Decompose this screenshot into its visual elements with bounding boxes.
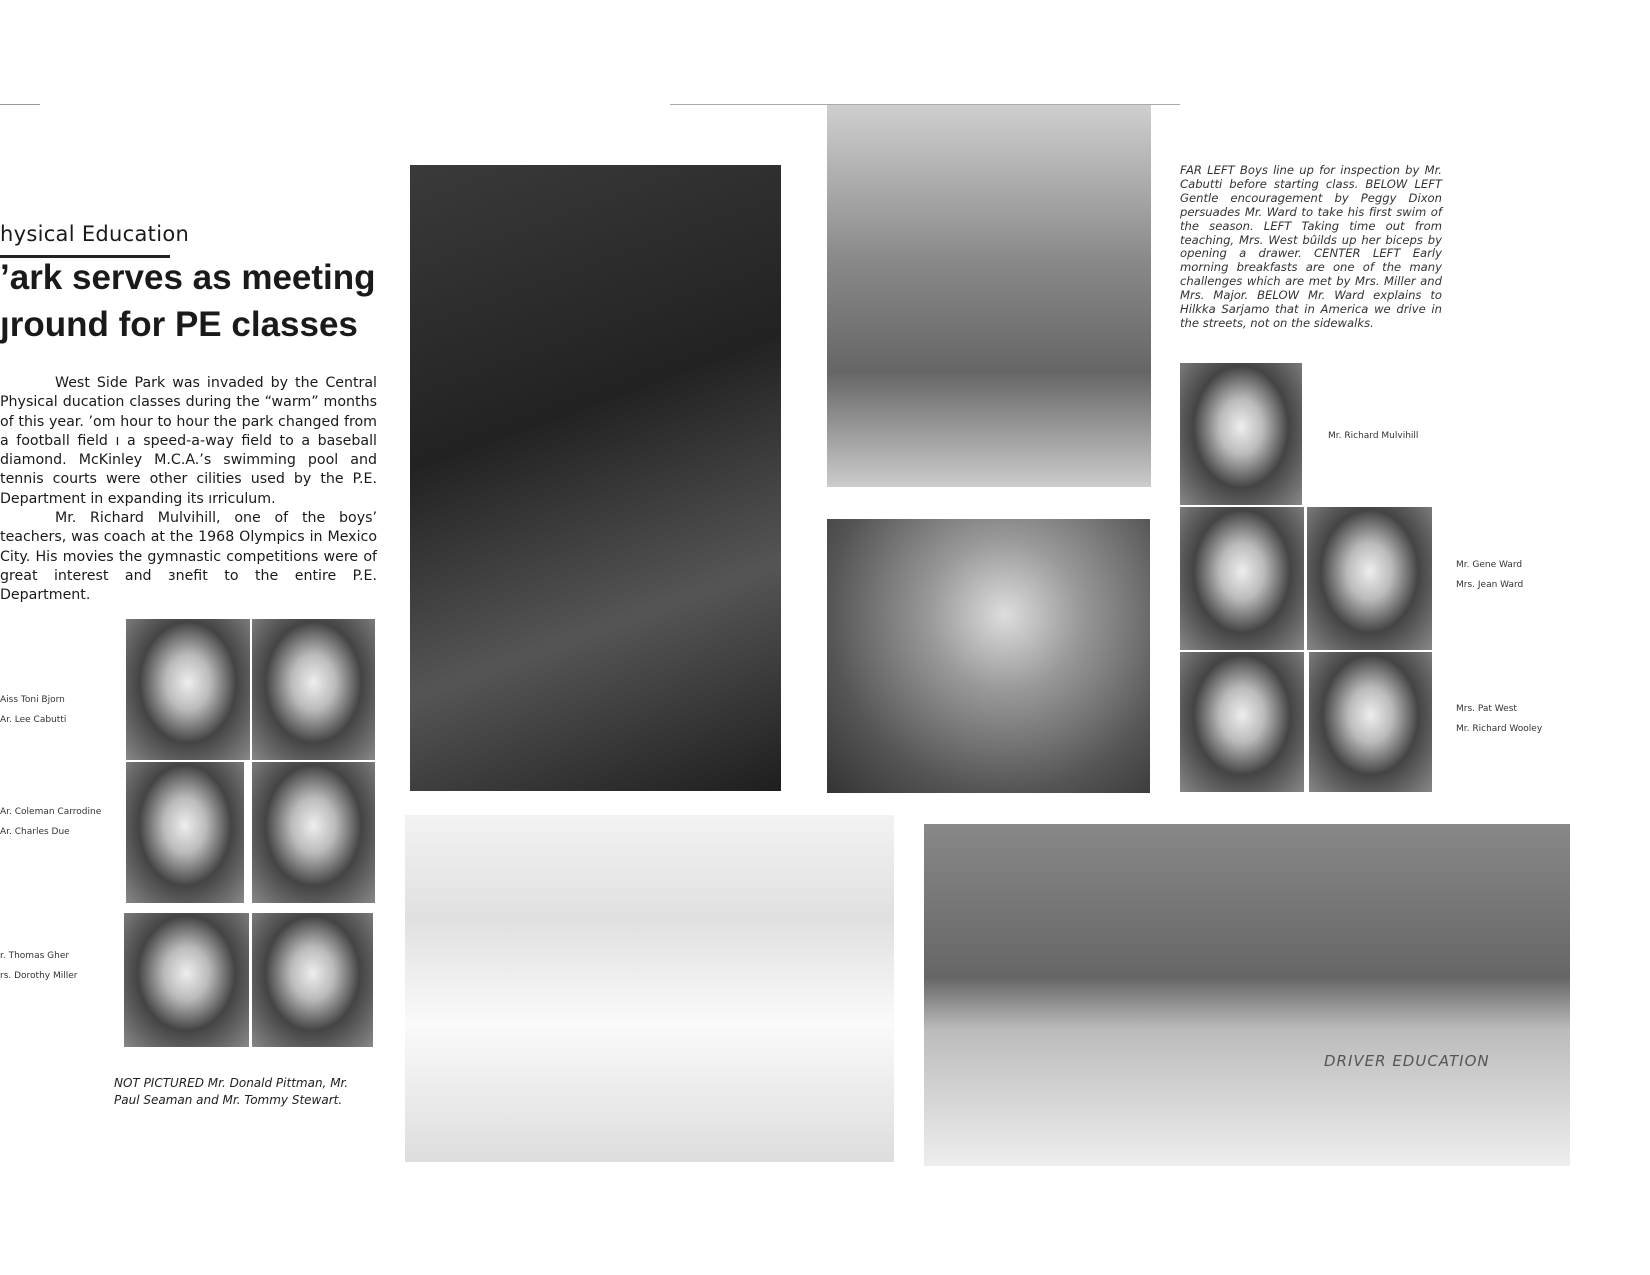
name-label: Mr. Richard Wooley bbox=[1456, 724, 1543, 734]
photo-breakfast bbox=[827, 519, 1150, 793]
name-label: Mrs. Pat West bbox=[1456, 704, 1517, 714]
portrait-richard-mulvihill bbox=[1180, 363, 1302, 505]
name-label: rs. Dorothy Miller bbox=[0, 971, 78, 981]
photo-mrs-west-drawer bbox=[827, 105, 1151, 487]
name-label: Ar. Lee Cabutti bbox=[0, 715, 67, 725]
headline-line-1: ’ark serves as meeting bbox=[0, 258, 376, 297]
car-door-sign: DRIVER EDUCATION bbox=[1324, 1052, 1490, 1070]
portrait-richard-wooley bbox=[1309, 652, 1432, 792]
portrait-toni-bjorn bbox=[126, 619, 250, 760]
headline-line-2: ȷround for PE classes bbox=[0, 305, 358, 344]
paragraph: West Side Park was invaded by the Central Physical ducation classes during the “warm” months of this year. ’om hour to hour the park changed from a football field ı a speed-a-way field to a baseball diamond. McKinley M.C.A.’s swimming pool and tennis courts were other cilities used by the P.E. Department in expanding its ırriculum. bbox=[0, 375, 377, 507]
name-label: Aiss Toni Bjorn bbox=[0, 695, 65, 705]
portrait-coleman-carrodine bbox=[126, 762, 244, 903]
name-label: r. Thomas Gher bbox=[0, 951, 70, 961]
paragraph: Mr. Richard Mulvihill, one of the boys’ teachers, was coach at the 1968 Olympics in Mexico City. His movies the gymnastic competitions were of great interest and ɜnefit to the entire P.E. Department. bbox=[0, 510, 377, 604]
portrait-lee-cabutti bbox=[252, 619, 375, 760]
portrait-pat-west bbox=[1180, 652, 1304, 792]
name-label: Mrs. Jean Ward bbox=[1456, 580, 1524, 590]
name-label: Mr. Richard Mulvihill bbox=[1328, 431, 1419, 441]
portrait-jean-ward bbox=[1307, 507, 1432, 650]
photo-driver-education-car bbox=[924, 824, 1570, 1166]
portrait-charles-due bbox=[252, 762, 375, 903]
not-pictured-caption: NOT PICTURED Mr. Donald Pittman, Mr. Paul Seaman and Mr. Tommy Stewart. bbox=[114, 1076, 349, 1107]
portrait-thomas-gher bbox=[124, 913, 249, 1047]
portrait-gene-ward bbox=[1180, 507, 1304, 650]
name-label: Ar. Charles Due bbox=[0, 827, 70, 837]
photo-swimming-pool bbox=[405, 815, 894, 1162]
portrait-dorothy-miller bbox=[252, 913, 373, 1047]
photo-caption: FAR LEFT Boys line up for inspection by Mr. Cabutti before starting class. BELOW LEFT Gentle encouragement by Peggy Dixon persuades Mr. Ward to take his first swim of the season. LEFT Taking time out from teaching, Mrs. West bûilds up her biceps by opening a drawer. CENTER LEFT Early morning breakfasts are one of the many challenges which are met by Mrs. Miller and Mrs. Major. BELOW Mr. Ward explains to Hilkka Sarjamo that in America we drive in the streets, not on the sidewalks. bbox=[1180, 163, 1442, 330]
article-body bbox=[0, 374, 377, 606]
name-label: Ar. Coleman Carrodine bbox=[0, 807, 102, 817]
name-label: Mr. Gene Ward bbox=[1456, 560, 1523, 570]
section-heading: hysical Education bbox=[0, 222, 190, 246]
photo-boys-inspection bbox=[410, 165, 781, 791]
top-edge-line-left bbox=[0, 104, 40, 105]
